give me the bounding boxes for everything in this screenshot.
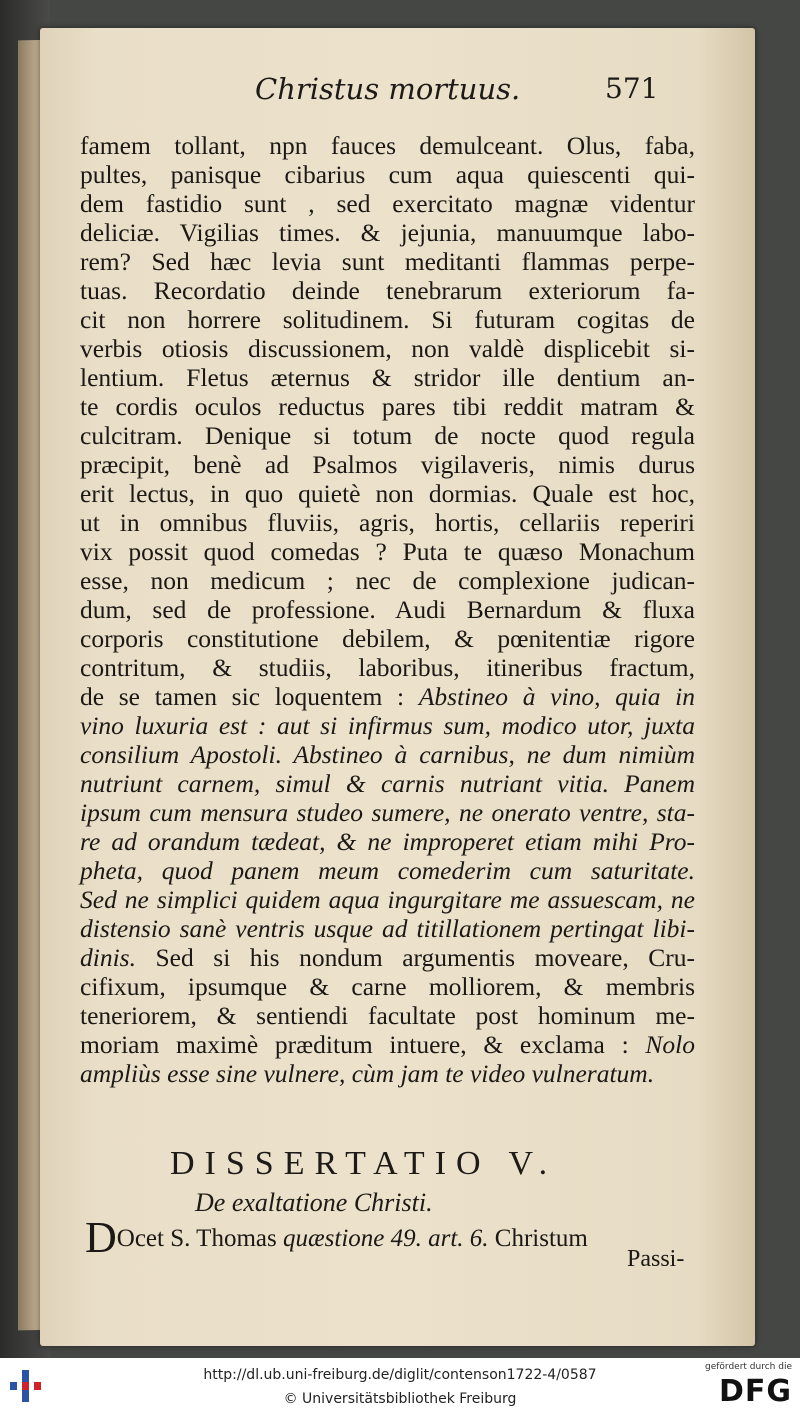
text-line [80,305,695,334]
text-line [80,827,695,856]
italic-segment: consilium Apostoli. Abstineo à carnibus, ne dum nimiùm [80,740,695,769]
opening-text: Ocet S. Thomas [116,1225,283,1252]
italic-segment: distensio sanè ventris usque ad titillationem pertingat libi- [80,914,695,943]
text-line [80,856,695,885]
page-header [40,72,755,122]
footer-bar [0,1358,800,1414]
page-number: 571 [605,72,659,105]
text-line [80,247,695,276]
text-line [80,769,695,798]
drop-cap: D [85,1213,117,1262]
text-segment: teneriorem, & sentiendi facultate post hominum me- [80,1001,695,1030]
text-line [80,189,695,218]
text-segment: pultes, panisque cibarius cum aqua quiescenti qui- [80,160,695,189]
text-segment: verbis otiosis discussionem, non valdè displicebit si- [80,334,695,363]
text-line [80,1059,695,1088]
text-segment: vix possit quod comedas ? Puta te quæso Monachum [80,537,695,566]
italic-segment: dinis. [80,943,136,972]
italic-segment: ipsum cum mensura studeo sumere, ne onerato ventre, sta- [80,798,695,827]
text-line [80,595,695,624]
text-line [80,972,695,1001]
text-segment: Sed si his nondum argumentis moveare, Cru- [135,943,695,972]
text-line [80,711,695,740]
text-line [80,682,695,711]
catchword: Passi- [627,1246,685,1272]
text-line [80,334,695,363]
text-segment: dum, sed de professione. Audi Bernardum & fluxa [80,595,695,624]
italic-segment: re ad orandum tædeat, & ne improperet etiam mihi Pro- [80,827,695,856]
italic-segment: nutriunt carnem, simul & carnis nutriant vitia. Panem [80,769,695,798]
text-line [80,740,695,769]
text-segment: cit non horrere solitudinem. Si futuram cogitas de [80,305,695,334]
opening-text-end: Christum [488,1225,588,1252]
text-line [80,479,695,508]
source-url[interactable]: http://dl.ub.uni-freiburg.de/diglit/contenson1722-4/0587 [203,1367,597,1383]
text-line [80,624,695,653]
text-segment: dem fastidio sunt , sed exercitato magnæ videntur [80,189,695,218]
italic-segment: ampliùs esse sine vulnere, cùm jam te video vulneratum. [80,1059,655,1088]
text-line [80,885,695,914]
dfg-logo[interactable]: DFG [718,1374,792,1409]
dissertation-title: DISSERTATIO V. [170,1145,558,1182]
text-segment: lentium. Fletus æternus & stridor ille dentium an- [80,363,695,392]
text-line [80,1001,695,1030]
italic-segment: vino luxuria est : aut si infirmus sum, modico utor, juxta [80,711,695,740]
running-title: Christus mortuus. [255,72,521,106]
text-segment: culcitram. Denique si totum de nocte quod regula [80,421,695,450]
text-line [80,131,695,160]
text-segment: de se tamen sic loquentem : [80,682,419,711]
text-line [80,798,695,827]
copyright: © Universitätsbibliothek Freiburg [283,1391,517,1407]
text-segment: erit lectus, in quo quietè non dormias. Quale est hoc, [80,479,695,508]
text-segment: rem? Sed hæc levia sunt meditanti flammas perpe- [80,247,695,276]
text-segment: tuas. Recordatio deinde tenebrarum exteriorum fa- [80,276,695,305]
text-segment: esse, non medicum ; nec de complexione judican- [80,566,695,595]
text-segment: contritum, & studiis, laboribus, itineribus fractum, [80,653,695,682]
text-line [80,537,695,566]
text-line [80,914,695,943]
text-line [80,392,695,421]
text-line [80,160,695,189]
citation: quæstione 49. art. 6. [282,1225,489,1252]
book-page [40,28,755,1346]
text-line [80,653,695,682]
text-line [80,943,695,972]
text-line [80,566,695,595]
text-line [80,1030,695,1059]
text-segment: corporis constitutione debilem, & pœnitentiæ rigore [80,624,695,653]
body-text [80,131,695,1088]
italic-segment: Sed ne simplici quidem aqua ingurgitare me assuescam, ne [80,885,695,914]
text-segment: famem tollant, npn fauces demulceant. Olus, faba, [80,131,695,160]
text-line [80,508,695,537]
text-segment: cifixum, ipsumque & carne molliorem, & membris [80,972,695,1001]
text-segment: præcipit, benè ad Psalmos vigilaveris, nimis durus [80,450,695,479]
italic-segment: Nolo [645,1030,695,1059]
italic-segment: Abstineo à vino, quia in [418,682,696,711]
text-segment: moriam maximè præditum intuere, & exclama : [80,1030,646,1059]
text-line [80,421,695,450]
text-line [80,363,695,392]
dfg-caption: gefördert durch die [705,1362,792,1372]
dissertation-subtitle: De exaltatione Christi. [195,1188,433,1217]
text-segment: deliciæ. Vigilias times. & jejunia, manuumque labo- [80,218,695,247]
text-line [80,276,695,305]
text-line [80,450,695,479]
text-line [80,218,695,247]
italic-segment: pheta, quod panem meum comederim cum saturitate. [80,856,695,885]
text-segment: te cordis oculos reductus pares tibi reddit matram & [80,392,695,421]
text-segment: ut in omnibus fluviis, agris, hortis, cellariis reperiri [80,508,695,537]
